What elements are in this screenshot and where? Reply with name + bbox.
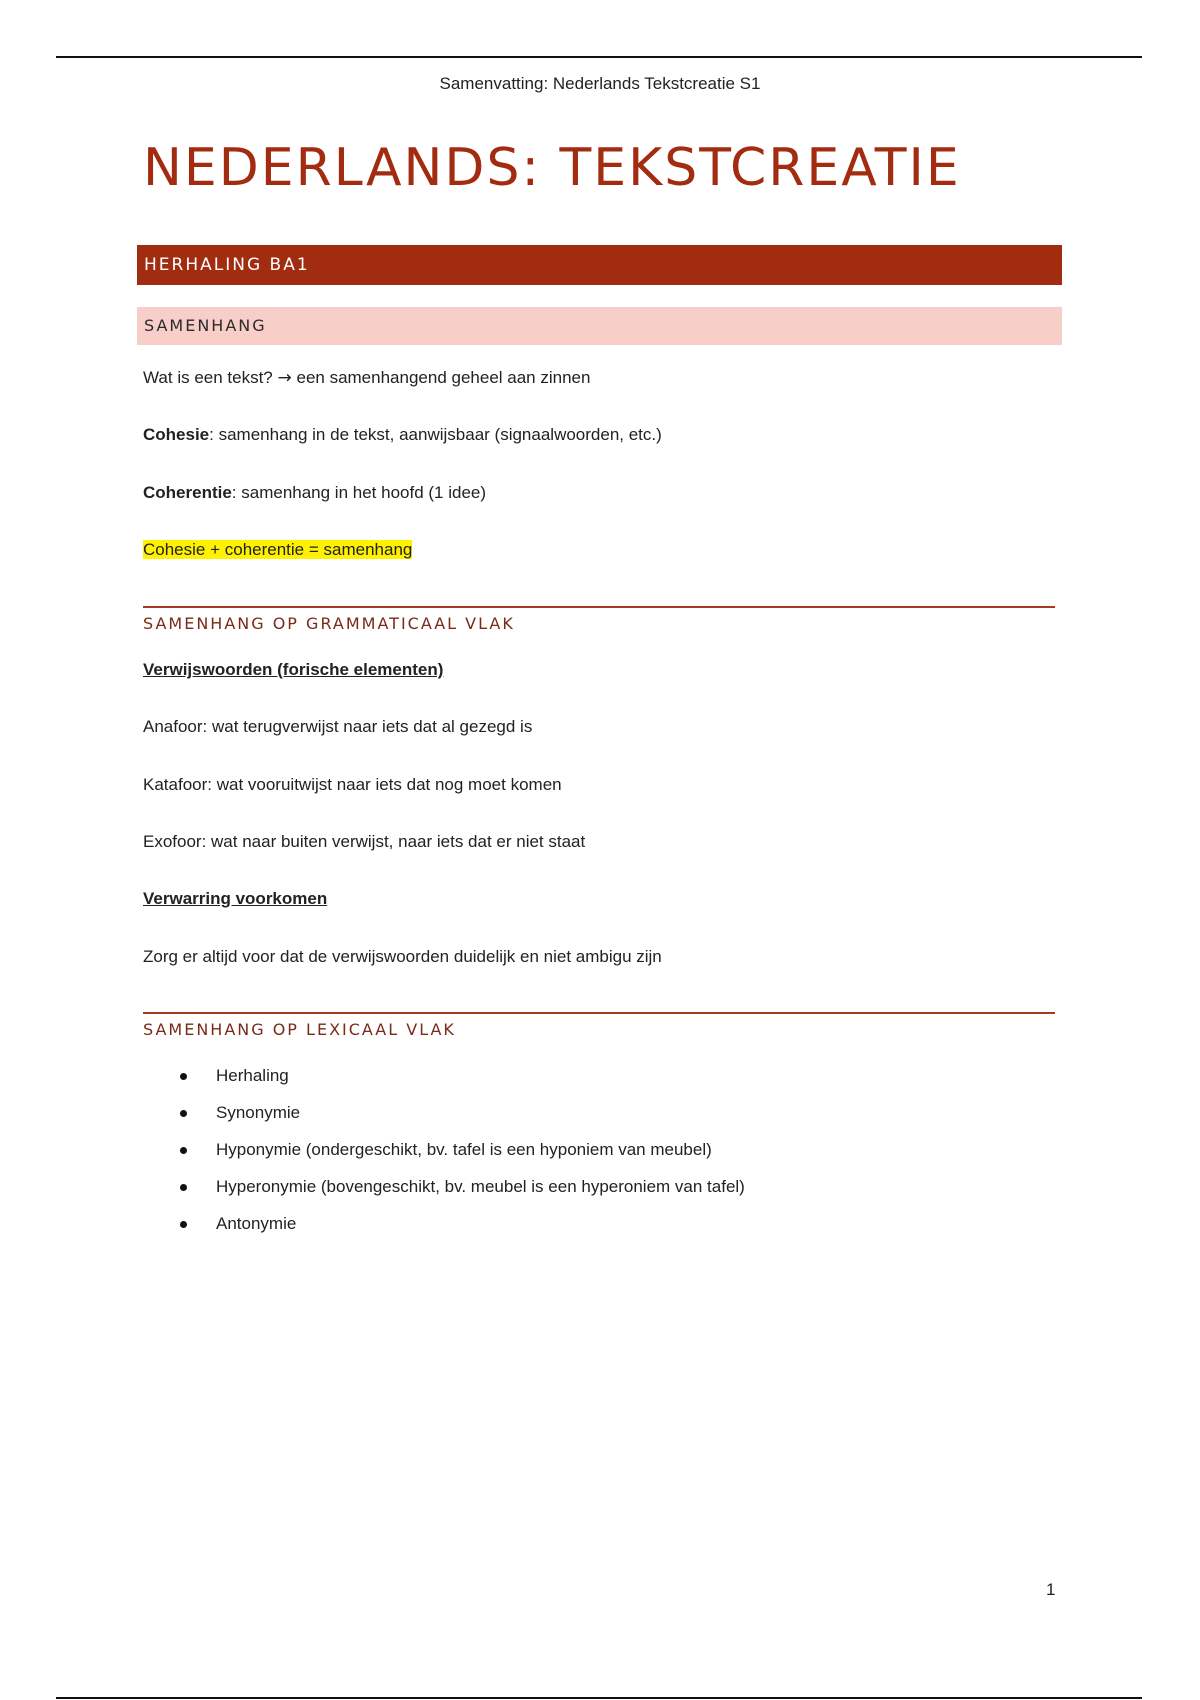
definition-coherentie: : samenhang in het hoofd (1 idee) xyxy=(231,483,487,502)
list-item-text: Synonymie xyxy=(216,1103,301,1122)
paragraph-advice: Zorg er altijd voor dat de verwijswoorden duidelijk en niet ambigu zijn xyxy=(143,947,662,966)
term-cohesie: Cohesie xyxy=(143,425,210,444)
subheading-verwarring xyxy=(143,889,327,909)
paragraph-exofoor: Exofoor: wat naar buiten verwijst, naar iets dat er niet staat xyxy=(143,832,586,851)
list-item-text: Hyperonymie (bovengeschikt, bv. meubel is een hyperoniem van tafel) xyxy=(216,1177,745,1196)
paragraph-formula xyxy=(143,540,412,560)
arrow-right-icon: → xyxy=(277,368,292,388)
highlighted-formula: Cohesie + coherentie = samenhang xyxy=(143,540,413,559)
paragraph-wat-is-een-tekst xyxy=(143,368,590,388)
running-header: Samenvatting: Nederlands Tekstcreatie S1 xyxy=(439,74,761,93)
heading-lexicaal-vlak: SAMENHANG OP LEXICAAL VLAK xyxy=(143,1020,456,1039)
bullet-icon xyxy=(180,1147,187,1154)
question-text: Wat is een tekst? xyxy=(143,368,273,387)
bullet-icon xyxy=(180,1221,187,1228)
underlined-verwarring: Verwarring voorkomen xyxy=(143,889,328,908)
answer-text: een samenhangend geheel aan zinnen xyxy=(296,368,591,387)
heading-grammaticaal-vlak: SAMENHANG OP GRAMMATICAAL VLAK xyxy=(143,614,515,633)
subheading-verwijswoorden xyxy=(143,660,443,680)
header-rule xyxy=(56,56,1142,58)
term-coherentie: Coherentie xyxy=(143,483,232,502)
divider-lexicaal xyxy=(143,1012,1055,1014)
heading-samenhang: SAMENHANG xyxy=(137,307,1062,345)
bullet-icon xyxy=(180,1184,187,1191)
footer-rule xyxy=(56,1697,1142,1699)
list-item-text: Herhaling xyxy=(216,1066,289,1085)
document-title: NEDERLANDS: TEKSTCREATIE xyxy=(143,138,961,198)
bullet-icon xyxy=(180,1073,187,1080)
paragraph-katafoor: Katafoor: wat vooruitwijst naar iets dat nog moet komen xyxy=(143,775,562,794)
list-item-text: Antonymie xyxy=(216,1214,297,1233)
paragraph-cohesie xyxy=(143,425,662,445)
paragraph-coherentie xyxy=(143,483,486,503)
page-number: 1 xyxy=(1046,1580,1056,1599)
bullet-icon xyxy=(180,1110,187,1117)
underlined-verwijswoorden: Verwijswoorden (forische elementen) xyxy=(143,660,444,679)
divider-grammaticaal xyxy=(143,606,1055,608)
definition-cohesie: : samenhang in de tekst, aanwijsbaar (signaalwoorden, etc.) xyxy=(209,425,662,444)
heading-herhaling-ba1: HERHALING BA1 xyxy=(137,245,1062,285)
paragraph-anafoor: Anafoor: wat terugverwijst naar iets dat al gezegd is xyxy=(143,717,533,736)
list-item-text: Hyponymie (ondergeschikt, bv. tafel is een hyponiem van meubel) xyxy=(216,1140,712,1159)
